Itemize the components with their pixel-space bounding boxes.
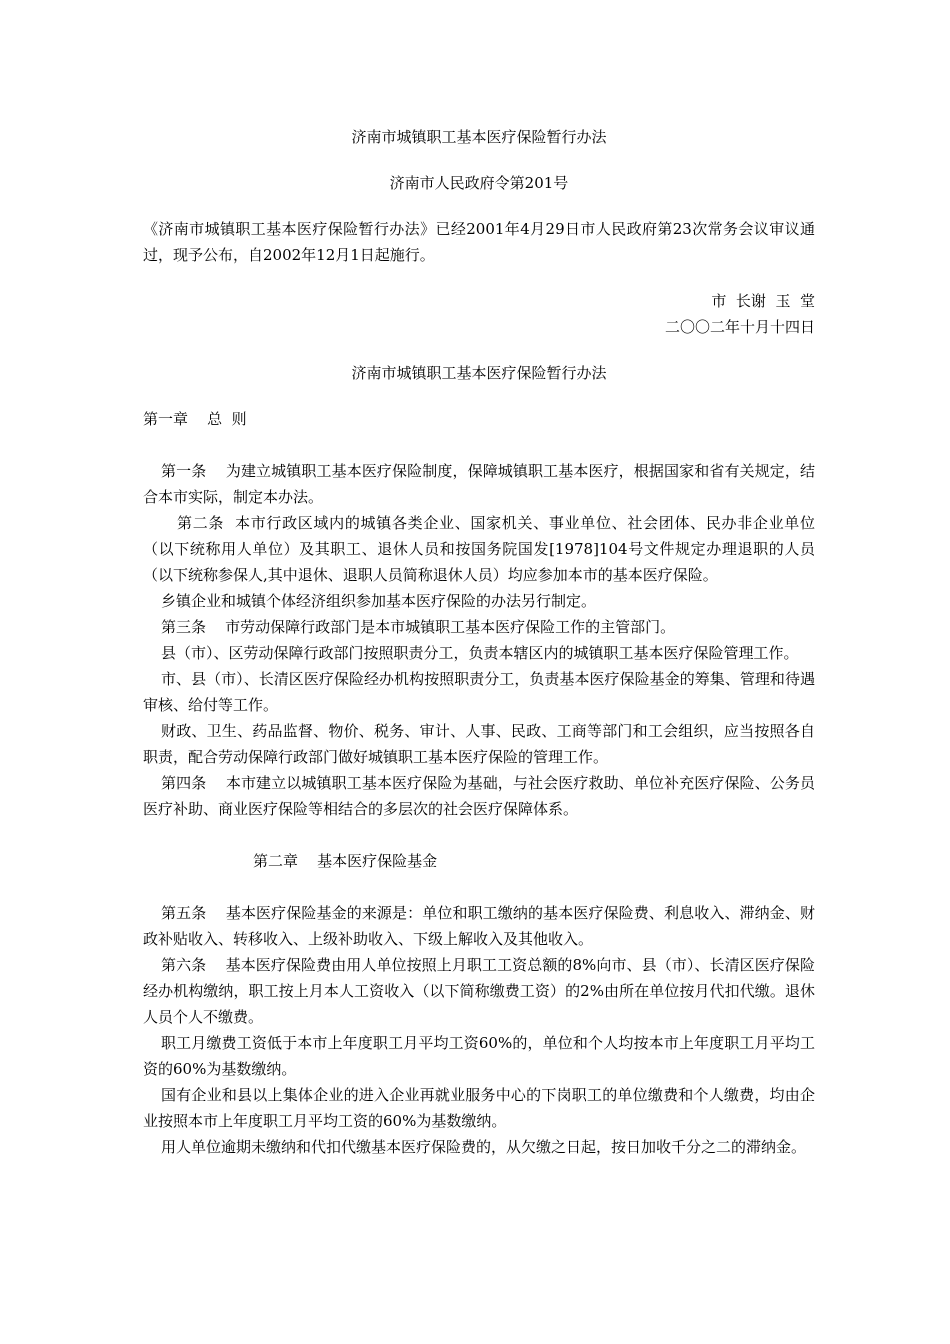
document-title: 济南市城镇职工基本医疗保险暂行办法 xyxy=(351,128,607,146)
signer: 市 长谢 玉 堂 xyxy=(711,292,815,310)
promulgation-text: 《济南市城镇职工基本医疗保险暂行办法》已经2001年4月29日市人民政府第23次常务会议审议通过，现予公布，自2002年12月1日起施行。 xyxy=(143,220,815,264)
document-title-repeat: 济南市城镇职工基本医疗保险暂行办法 xyxy=(351,364,607,382)
chapter-heading-1: 第一章 总 则 xyxy=(143,410,247,428)
issue-date: 二〇〇二年十月十四日 xyxy=(664,318,815,336)
article-6-paragraph-2: 职工月缴费工资低于本市上年度职工月平均工资60%的，单位和个人均按本市上年度职工月平均工资的60%为基数缴纳。 xyxy=(143,1034,815,1078)
article-4: 第四条 本市建立以城镇职工基本医疗保险为基础，与社会医疗救助、单位补充医疗保险、公务员医疗补助、商业医疗保险等相结合的多层次的社会医疗保障体系。 xyxy=(143,774,815,818)
article-6-paragraph-3: 国有企业和县以上集体企业的进入企业再就业服务中心的下岗职工的单位缴费和个人缴费，均由企业按照本市上年度职工月平均工资的60%为基数缴纳。 xyxy=(143,1086,815,1130)
article-3-paragraph-3: 市、县（市）、长清区医疗保险经办机构按照职责分工，负责基本医疗保险基金的筹集、管理和待遇审核、给付等工作。 xyxy=(143,670,815,714)
article-3-paragraph-4: 财政、卫生、药品监督、物价、税务、审计、人事、民政、工商等部门和工会组织，应当按照各自职责，配合劳动保障行政部门做好城镇职工基本医疗保险的管理工作。 xyxy=(143,722,815,766)
article-6-paragraph-4: 用人单位逾期未缴纳和代扣代缴基本医疗保险费的，从欠缴之日起，按日加收千分之二的滞纳金。 xyxy=(161,1138,807,1156)
article-1: 第一条 为建立城镇职工基本医疗保险制度，保障城镇职工基本医疗，根据国家和省有关规定，结合本市实际，制定本办法。 xyxy=(143,462,815,506)
document-body xyxy=(143,124,815,1160)
article-3: 第三条 市劳动保障行政部门是本市城镇职工基本医疗保险工作的主管部门。 xyxy=(161,618,676,636)
article-5: 第五条 基本医疗保险基金的来源是：单位和职工缴纳的基本医疗保险费、利息收入、滞纳金、财政补贴收入、转移收入、上级补助收入、下级上解收入及其他收入。 xyxy=(143,904,815,948)
article-6: 第六条 基本医疗保险费由用人单位按照上月职工工资总额的8%向市、县（市）、长清区医疗保险经办机构缴纳，职工按上月本人工资收入（以下简称缴费工资）的2%由所在单位按月代扣代缴。退休人员个人不缴费。 xyxy=(143,956,815,1026)
order-number: 济南市人民政府令第201号 xyxy=(389,174,569,192)
article-3-paragraph-2: 县（市）、区劳动保障行政部门按照职责分工，负责本辖区内的城镇职工基本医疗保险管理工作。 xyxy=(161,644,799,662)
article-2: 第二条 本市行政区域内的城镇各类企业、国家机关、事业单位、社会团体、民办非企业单位（以下统称用人单位）及其职工、退休人员和按国务院国发[1978]104号文件规定办理退职的人员（以下统称参保人,其中退休、退职人员简称退休人员）均应参加本市的基本医疗保险。 xyxy=(143,514,815,584)
article-2-paragraph-2: 乡镇企业和城镇个体经济组织参加基本医疗保险的办法另行制定。 xyxy=(161,592,597,610)
chapter-heading-2: 第二章 基本医疗保险基金 xyxy=(253,852,438,870)
